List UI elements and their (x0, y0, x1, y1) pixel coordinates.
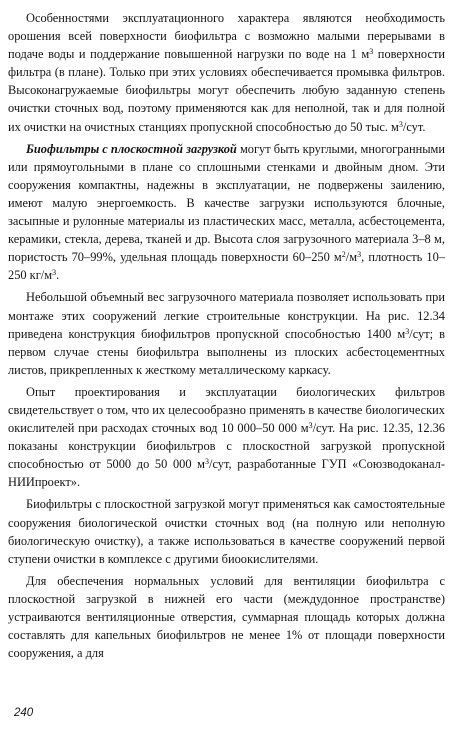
superscript: 3 (357, 250, 362, 260)
text-segment: . (56, 268, 60, 283)
superscript: 3 (52, 268, 57, 278)
paragraph (8, 288, 445, 378)
book-page (8, 9, 445, 724)
text-segment: /сут. (402, 119, 426, 134)
page-body (8, 9, 445, 662)
superscript: 2 (341, 250, 346, 260)
text-segment: Биофильтры с плоскостной загрузкой могут применяться как самостоятельные сооружения биологической очистки сточных вод (на полную или неполную биологическую очистку), а также использоваться в качестве сооружений первой ступени очистки в комплексе с другими биоокислителями. (8, 497, 445, 566)
paragraph (8, 495, 445, 567)
paragraph (8, 383, 445, 492)
paragraph (8, 9, 445, 136)
superscript: 3 (205, 457, 210, 467)
text-segment: Для обеспечения нормальных условий для вентиляции биофильтра с плоскостной загрузкой в нижней его части (междудонное пространстве) устраиваются вентиляционные отверстия, суммарная площадь которых должна составлять для капельных биофильтров не менее 1% от площади поверхности сооружения, а для (8, 573, 445, 661)
text-segment: поверхности фильтра (в плане). Только при этих условиях обеспечивается промывка фильтров. Высоконагружаемые биофильтры могут обеспечить любую заданную степень очистки сточных вод, поэтому применяются как для неполной, так и для полной их очистки на очистных станциях пропускной способностью до 50 тыс. м (8, 47, 445, 134)
text-segment: Небольшой объемный вес загрузочного материала позволяет использовать при монтаже этих сооружений легкие строительные конструкции. На рис. 12.34 приведена конструкция биофильтров пропускной способностью 1400 м (8, 290, 445, 341)
text-segment: /сут; в первом случае стены биофильтра выполнены из плоских асбестоцементных листов, прикрепленных к жесткому металлическому каркасу. (8, 326, 446, 377)
text-segment: /сут. На рис. 12.35, 12.36 показаны конструкции биофильтров с плоскостной загрузкой пропускной способностью от 5000 до 50 000 м (8, 421, 445, 472)
paragraph (8, 572, 445, 662)
page-number: 240 (14, 706, 34, 719)
paragraph-lead-in: Биофильтры с плоскостной загрузкой (26, 141, 237, 156)
text-segment: могут быть круглыми, многогранными или прямоугольными в плане со сплошными стенками и двойным дном. Эти сооружения компактны, надежны в эксплуатации, не подвержены заилению, имеют малую энергоемкость. В качестве загрузки используются блочные, засыпные и рулонные материалы из пластических масс, металла, асбестоцемента, керамики, стекла, дерева, тканей и др. Высота слоя загрузочного материала 3–8 м, пористость 70–99%, удельная площадь поверхности 60–250 м (8, 141, 445, 265)
paragraph (8, 140, 445, 285)
superscript: 3 (398, 119, 403, 129)
text-segment: /сут, разработанные ГУП «СоюзводоканалНИИпроект». (8, 457, 445, 490)
superscript: 3 (308, 421, 313, 431)
superscript: 3 (369, 47, 374, 57)
text-segment: /м (345, 250, 358, 265)
text-segment: , плотность 10–250 кг/м (8, 250, 446, 283)
superscript: 3 (405, 326, 410, 336)
text-segment: Особенностями эксплуатационного характера являются необходимость орошения всей поверхности биофильтра с возможно малыми перерывами в подаче воды и поддержание повышенной нагрузки по воде на 1 м (8, 11, 445, 62)
text-segment: Опыт проектирования и эксплуатации биологических фильтров свидетельствует о том, что их целесообразно применять в качестве биологических окислителей при расходах сточных вод 10 000–50 000 м (8, 384, 445, 436)
